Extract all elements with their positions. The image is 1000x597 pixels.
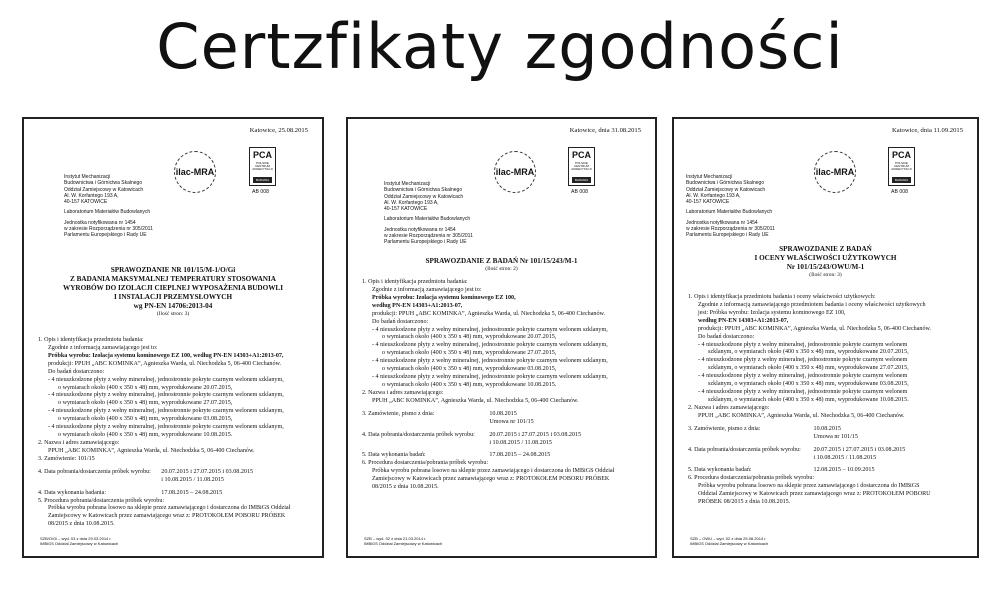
- field-value-line: i 10.08.2015 / 11.08.2015: [161, 476, 224, 483]
- body-line: Do badań dostarczono:: [698, 333, 755, 340]
- footer-line: SZB/O/Gi – wyd. 03 z dnia 29.03.2014 r.: [40, 535, 112, 541]
- certificate-document-2: [346, 117, 657, 558]
- title-line: SPRAWOZDANIE Z BADAŃ: [779, 245, 872, 253]
- item-line: szklanym, o wymiarach około (400 x 350 x 48) mm, wyprodukowane 03.08.2015,: [708, 381, 909, 388]
- title-line: I INSTALACJI PRZEMYSŁOWYCH: [113, 293, 233, 301]
- body-line: Próbka wyrobu: Izolacja systemu kominowego EZ 100,: [372, 294, 516, 301]
- item-line: - 4 nieuszkodzone płyty z wełny mineralnej, jednostronnie pokryte czarnym welonem szklanym,: [372, 326, 608, 333]
- section-heading: 6. Procedura dostarczenia/pobrania próbek wyrobu:: [362, 460, 489, 467]
- field-row: [688, 467, 967, 475]
- title-line: wg PN-EN 14706:2013-04: [133, 302, 213, 310]
- page-count: (Ilość stron: 2): [485, 266, 518, 272]
- pca-logo-subtitle: POLSKIE CENTRUM AKREDYTACJI: [891, 160, 912, 172]
- field-row: [362, 411, 645, 427]
- field-value: 12.08.2015 – 10.09.2015: [813, 467, 875, 474]
- item-line: - 4 nieuszkodzone płyty z wełny mineralnej, jednostronnie pokryte czarnym welonem: [698, 341, 908, 348]
- body-line: 08/2015 z dnia 10.08.2015.: [372, 484, 439, 491]
- lab-name: Laboratorium Materiałów Budowlanych: [384, 216, 471, 223]
- pca-logo-badge: BADANIA: [572, 177, 591, 183]
- field-row: [38, 490, 312, 498]
- document-body: [688, 294, 967, 507]
- notified-line: Parlamentu Europejskiego i Rady UE: [64, 232, 147, 238]
- notified-line: Parlamentu Europejskiego i Rady UE: [686, 232, 769, 238]
- field-key: 4. Data pobrania/dostarczenia próbek wyrobu:: [688, 446, 801, 453]
- lab-name: Laboratorium Materiałów Budowlanych: [686, 209, 773, 216]
- title-line: Nr 101/15/243/OWU/M-1: [786, 263, 865, 271]
- certificate-document-3: [672, 117, 979, 558]
- body-line: Zgodnie z informacją zamawiającego przedmiotem badania i oceny właściwości użytkowych: [698, 301, 926, 308]
- document-footer: [690, 536, 768, 546]
- item-line: szklanym, o wymiarach około (400 x 350 x 48) mm, wyprodukowane 20.07.2015,: [708, 349, 909, 356]
- page-headline: Certzfikaty zgodności: [156, 10, 844, 83]
- section-heading: 2. Nazwa i adres zamawiającego:: [688, 404, 770, 411]
- field-value-line: 10.08.2015: [813, 425, 841, 432]
- field-value-line: 10.08.2015: [489, 410, 517, 417]
- document-title: [358, 257, 645, 273]
- document-footer: [364, 536, 442, 546]
- item-line: o wymiarach około (400 x 350 x 48) mm, wyprodukowane 20.07.2015,: [58, 384, 233, 391]
- certificate-document-1: [22, 117, 324, 558]
- pca-logo-label: PCA: [571, 150, 591, 160]
- notified-line: Parlamentu Europejskiego i Rady UE: [384, 239, 467, 245]
- body-line: Do badań dostarczono:: [372, 318, 429, 325]
- pca-logo-subtitle: POLSKIE CENTRUM AKREDYTACJI: [571, 160, 592, 172]
- notified-line: Jednostka notyfikowana nr 1454: [64, 219, 136, 226]
- item-line: o wymiarach około (400 x 350 x 48) mm, wyprodukowane 10.08.2015.: [382, 381, 557, 388]
- body-line: PPUH „ABC KOMINKA”, Agnieszka Warda, ul. Niechodzka 5, 06-400 Ciechanów.: [698, 412, 905, 419]
- institute-line: Instytut Mechanizacji: [686, 174, 733, 180]
- institute-line: Al. W. Korfantego 193 A,: [64, 192, 119, 199]
- body-line: 08/2015 z dnia 10.08.2015.: [48, 521, 115, 528]
- lab-name: Laboratorium Materiałów Budowlanych: [64, 209, 151, 216]
- field-value: 17.08.2015 – 24.08.2015: [489, 452, 551, 459]
- title-line: SPRAWOZDANIE NR 101/15/M-1/O/Gi: [110, 266, 236, 274]
- body-line: Próbka wyrobu pobrana losowo na sklepie przez zamawiającego i dostarczona do IMBiGS: [698, 483, 920, 490]
- field-value-line: i 10.08.2015 / 11.08.2015: [489, 439, 552, 446]
- body-line: Zgodnie z informacją zamawiającego jest to:: [48, 344, 158, 351]
- accreditation-number: AB 008: [252, 189, 270, 195]
- page-count: (Ilość stron: 3): [809, 272, 842, 278]
- body-line: jest: Próbka wyrobu: Izolacja systemu kominowego EZ 100,: [698, 309, 846, 316]
- body-line: Zamiejscowy w Katowicach przez zamawiającego wraz z: PROTOKOŁEM POBORU PRÓBEK: [372, 476, 610, 483]
- body-line: produkcji: PPUH „ABC KOMINKA”, Agnieszka Warda, ul. Niechodzka 5, 06-400 Ciechanów.: [48, 360, 282, 367]
- item-line: o wymiarach około (400 x 350 x 48) mm, wyprodukowane 03.08.2015,: [382, 366, 557, 373]
- page-count: (Ilość stron: 3): [156, 311, 190, 317]
- body-line: produkcji: PPUH „ABC KOMINKA”, Agnieszka Warda, ul. Niechodzka 5, 06-400 Ciechanów.: [698, 325, 932, 332]
- institute-line: Al. W. Korfantego 193 A,: [686, 192, 741, 199]
- document-footer: [40, 536, 118, 546]
- field-row: [688, 447, 967, 463]
- body-line: PRÓBEK 08/2015 z dnia 10.08.2015.: [698, 499, 791, 506]
- section-heading: 5. Procedura pobrania/dostarczenia próbek wyrobu:: [38, 497, 165, 504]
- document-title: [34, 266, 312, 318]
- item-line: o wymiarach około (400 x 350 x 48) mm, wyprodukowane 20.07.2015,: [382, 334, 557, 341]
- institute-line: Oddział Zamiejscowy w Katowicach: [686, 186, 766, 193]
- body-line: Zamiejscowy w Katowicach przez zamawiającego wraz z: PROTOKOŁEM POBORU PRÓBEK: [48, 513, 286, 520]
- field-value: [814, 447, 906, 463]
- document-date: Katowice, dnia 31.08.2015: [569, 127, 641, 134]
- field-key: 3. Zamówienie, pismo z dnia:: [362, 410, 435, 417]
- document-body: [362, 279, 645, 492]
- institute-line: Budownictwa i Górnictwa Skalnego: [64, 180, 143, 187]
- institute-block: [64, 174, 159, 238]
- pca-accreditation-logo: [249, 147, 276, 186]
- body-line: PPUH „ABC KOMINKA”, Agnieszka Warda, ul. Niechodzka 5, 06-400 Ciechanów.: [372, 397, 579, 404]
- field-key: 4. Data wykonania badania:: [38, 489, 107, 496]
- ilac-mra-logo: ilac-MRA: [494, 151, 536, 193]
- item-line: - 4 nieuszkodzone płyty z wełny mineralnej, jednostronnie pokryte czarnym welonem: [698, 389, 908, 396]
- field-value-line: Umowa nr 101/15: [813, 433, 858, 440]
- field-key: 5. Data wykonania badań:: [362, 452, 426, 459]
- item-line: o wymiarach około (400 x 350 x 48) mm, wyprodukowane 10.08.2015.: [58, 432, 233, 439]
- institute-line: Al. W. Korfantego 193 A,: [384, 199, 439, 206]
- item-line: - 4 nieuszkodzone płyty z wełny mineralnej, jednostronnie pokryte czarnym welonem szklanym,: [48, 408, 284, 415]
- item-line: o wymiarach około (400 x 350 x 48) mm, wyprodukowane 27.07.2015,: [58, 400, 233, 407]
- footer-line: SZB – wyd. 02 z dnia 21.03.2014 r.: [364, 535, 427, 541]
- body-line: Próbka wyrobu: Izolacja systemu kominowego EZ 100, według PN-EN 14303+A1:2013-07,: [48, 352, 284, 359]
- field-value: [814, 426, 858, 442]
- footer-line: IMBiGS Oddział Zamiejscowy w Katowicach: [690, 540, 769, 546]
- institute-line: Budownictwa i Górnictwa Skalnego: [686, 180, 765, 187]
- field-row: [688, 426, 967, 442]
- institute-block: [686, 174, 781, 238]
- item-line: - 4 nieuszkodzone płyty z wełny mineralnej, jednostronnie pokryte czarnym welonem: [698, 357, 908, 364]
- field-value-line: 20.07.2015 i 27.07.2015 i 03.08.2015: [813, 446, 906, 453]
- item-line: o wymiarach około (400 x 350 x 48) mm, wyprodukowane 27.07.2015,: [382, 350, 557, 357]
- pca-logo-subtitle: POLSKIE CENTRUM AKREDYTACJI: [252, 160, 273, 172]
- accreditation-number: AB 008: [571, 189, 589, 195]
- field-value-line: i 10.08.2015 / 11.08.2015: [813, 454, 877, 461]
- item-line: - 4 nieuszkodzone płyty z wełny mineralnej, jednostronnie pokryte czarnym welonem szklanym,: [48, 376, 284, 383]
- field-value-line: 20.07.2015 i 27.07.2015 i 03.08.2015: [161, 468, 254, 475]
- document-title: [684, 245, 967, 279]
- item-line: - 4 nieuszkodzone płyty z wełny mineralnej, jednostronnie pokryte czarnym welonem szklanym,: [372, 358, 608, 365]
- field-key: 4. Data pobrania/dostarczenia próbek wyrobu:: [38, 468, 151, 475]
- item-line: - 4 nieuszkodzone płyty z wełny mineralnej, jednostronnie pokryte czarnym welonem szklanym,: [372, 342, 608, 349]
- section-heading: 2. Nazwa i adres zamawiającego:: [38, 439, 120, 446]
- field-key: 3. Zamówienie, pismo z dnia:: [688, 425, 761, 432]
- document-body: [38, 337, 312, 529]
- item-line: o wymiarach około (400 x 350 x 48) mm, wyprodukowane 03.08.2015,: [58, 416, 233, 423]
- body-line: według PN-EN 14303+A1:2013-07,: [698, 317, 789, 324]
- body-line: Próbka wyrobu pobrana losowo na sklepie przez zamawiającego i dostarczona do IMBiGS Oddział: [372, 468, 615, 475]
- field-value-line: 20.07.2015 i 27.07.2015 i 03.08.2015: [489, 431, 582, 438]
- section-heading: 1. Opis i identyfikacja przedmiotu badania:: [362, 279, 468, 285]
- footer-line: IMBiGS Oddział Zamiejscowy w Katowicach: [364, 540, 443, 546]
- document-date: Katowice, 25.08.2015: [249, 127, 308, 134]
- body-line: Próbka wyrobu pobrana losowo na sklepie przez zamawiającego i dostarczona do IMBiGS Oddział: [48, 505, 291, 512]
- item-line: - 4 nieuszkodzone płyty z wełny mineralnej, jednostronnie pokryte czarnym welonem szklanym,: [372, 374, 608, 381]
- section-heading: 3. Zamówienie: 101/15: [38, 455, 95, 462]
- notified-line: w zakresie Rozporządzenia nr 305/2011: [64, 225, 153, 232]
- item-line: - 4 nieuszkodzone płyty z wełny mineralnej, jednostronnie pokryte czarnym welonem: [698, 373, 908, 380]
- item-line: - 4 nieuszkodzone płyty z wełny mineralnej, jednostronnie pokryte czarnym welonem szklanym,: [48, 392, 284, 399]
- pca-accreditation-logo: [888, 147, 915, 186]
- ilac-mra-logo: ilac-MRA: [814, 151, 856, 193]
- pca-logo-label: PCA: [891, 150, 911, 160]
- section-heading: 1. Opis i identyfikacja przedmiotu badania i oceny właściwości użytkowych:: [688, 294, 876, 300]
- institute-line: 40-157 KATOWICE: [64, 199, 108, 205]
- institute-block: [384, 181, 479, 245]
- field-value-line: Umowa nr 101/15: [489, 418, 534, 425]
- pca-logo-label: PCA: [252, 150, 272, 160]
- pca-logo-badge: BADANIA: [892, 177, 911, 183]
- footer-line: IMBiGS Oddział Zamiejscowy w Katowicach: [40, 540, 119, 546]
- notified-line: w zakresie Rozporządzenia nr 305/2011: [384, 232, 473, 239]
- field-row: [362, 452, 645, 460]
- title-line: I OCENY WŁAŚCIWOŚCI UŻYTKOWYCH: [754, 254, 897, 262]
- field-value: [489, 432, 581, 448]
- institute-line: 40-157 KATOWICE: [686, 199, 730, 205]
- notified-line: Jednostka notyfikowana nr 1454: [384, 226, 456, 233]
- body-line: PPUH „ABC KOMINKA”, Agnieszka Warda, ul. Niechodzka 5, 06-400 Ciechanów.: [48, 447, 255, 454]
- item-line: szklanym, o wymiarach około (400 x 350 x 48) mm, wyprodukowane 10.08.2015.: [708, 396, 909, 403]
- notified-line: w zakresie Rozporządzenia nr 305/2011: [686, 225, 775, 232]
- field-key: 5. Data wykonania badań:: [688, 467, 752, 474]
- pca-accreditation-logo: [568, 147, 595, 186]
- title-line: SPRAWOZDANIE Z BADAŃ Nr 101/15/243/M-1: [425, 257, 578, 265]
- field-row: [362, 432, 645, 448]
- field-key: 4. Data pobrania/dostarczenia próbek wyrobu:: [362, 431, 475, 438]
- field-value: [161, 469, 253, 485]
- ilac-mra-logo: ilac-MRA: [174, 151, 216, 193]
- field-value: 17.08.2015 – 24.08.2015: [161, 489, 223, 496]
- body-line: Do badań dostarczono:: [48, 368, 105, 375]
- field-value: [489, 411, 533, 427]
- item-line: - 4 nieuszkodzone płyty z wełny mineralnej, jednostronnie pokryte czarnym welonem szklanym,: [48, 424, 284, 431]
- institute-line: Budownictwa i Górnictwa Skalnego: [384, 187, 463, 194]
- body-line: Oddział Zamiejscowy w Katowicach przez zamawiającego wraz z: PROTOKOŁEM POBORU: [698, 491, 931, 498]
- item-line: szklanym, o wymiarach około (400 x 350 x 48) mm, wyprodukowane 27.07.2015,: [708, 365, 909, 372]
- pca-logo-badge: BADANIA: [253, 177, 272, 183]
- institute-line: Oddział Zamiejscowy w Katowicach: [64, 186, 144, 193]
- title-line: WYROBÓW DO IZOLACJI CIEPLNEJ WYPOSAŻENIA BUDOWLI: [63, 284, 283, 292]
- section-heading: 2. Nazwa i adres zamawiającego:: [362, 389, 444, 396]
- field-row: [38, 469, 312, 485]
- section-heading: 6. Procedura dostarczenia/pobrania próbek wyrobu:: [688, 475, 815, 482]
- body-line: według PN-EN 14303+A1:2013-07,: [372, 302, 463, 309]
- body-line: produkcji: PPUH „ABC KOMINKA”, Agnieszka Warda, ul. Niechodzka 5, 06-400 Ciechanów.: [372, 310, 606, 317]
- document-date: Katowice, dnia 11.09.2015: [892, 127, 963, 134]
- accreditation-number: AB 008: [891, 189, 909, 195]
- body-line: Zgodnie z informacją zamawiającego jest to:: [372, 286, 482, 293]
- notified-line: Jednostka notyfikowana nr 1454: [686, 219, 758, 226]
- institute-line: 40-157 KATOWICE: [384, 206, 428, 212]
- title-line: Z BADANIA MAKSYMALNEJ TEMPERATURY STOSOWANIA: [70, 275, 276, 283]
- footer-line: SZB – OWU – wyd. 02 z dnia 25.08.2014 r.: [690, 535, 767, 541]
- institute-line: Instytut Mechanizacji: [384, 181, 431, 187]
- institute-line: Instytut Mechanizacji: [64, 174, 111, 180]
- institute-line: Oddział Zamiejscowy w Katowicach: [384, 193, 464, 200]
- section-heading: 1. Opis i identyfikacja przedmiotu badania:: [38, 337, 144, 343]
